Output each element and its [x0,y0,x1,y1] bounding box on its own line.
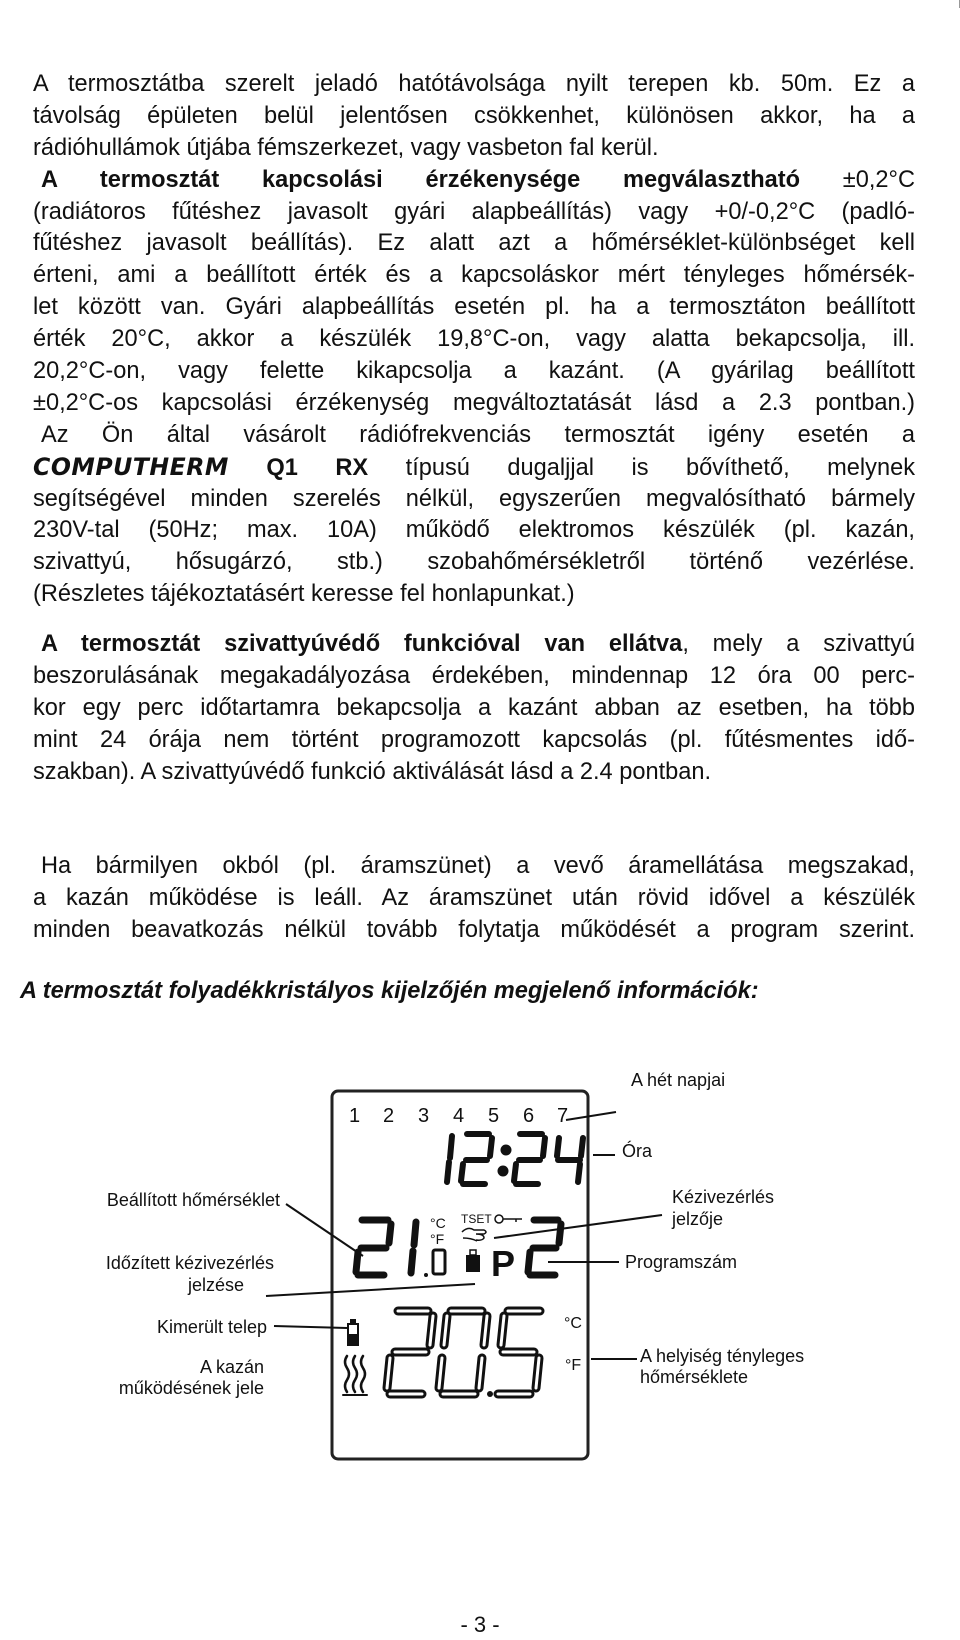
label-set-temp: Beállított hőmérséklet [106,1190,280,1210]
page-number: - 3 - [460,1612,500,1637]
day-2: 2 [383,1105,395,1127]
day-6: 6 [523,1105,535,1127]
room-unit-c: °C [564,1315,582,1332]
label-battery: Kimerült telep [156,1317,267,1337]
label-manual-2: jelzője [672,1209,724,1229]
text-line: kor egy perc időtartamra bekapcsolja a kazánt abban az esetben, ha több [33,694,915,721]
section-heading: A termosztát folyadékkristályos kijelzőjén megjelenő információk: [20,978,759,1004]
brand-name: COMPUTHERM [33,452,229,481]
day-4: 4 [453,1105,465,1127]
text-line: rádióhullámok útjába fémszerkezet, vagy vasbeton fal kerül. [33,134,659,161]
day-3: 3 [418,1105,430,1127]
text-line: szivattyú, hősugárzó, stb.) szobahőmérsékletről történő vezérlése. [33,549,915,576]
hand-icon [462,1228,486,1241]
battery-icon [348,1320,358,1345]
text-line [33,452,915,484]
label-manual-1: Kézivezérlés [672,1187,775,1207]
bold-phrase: A termosztát kapcsolási érzékenysége megválasztható [41,166,801,193]
label-clock: Óra [622,1141,653,1161]
text-fragment: ±0,2°C [800,166,916,193]
day-7: 7 [557,1105,569,1127]
day-1: 1 [349,1105,361,1127]
text-line: mint 24 órája nem történt programozott kapcsolás (pl. fűtésmentes idő- [33,726,915,753]
room-temperature-display [387,1311,540,1397]
text-line: 230V-tal (50Hz; max. 10A) működő elektromos készülék (pl. kazán, [33,517,915,544]
room-temperature-inner [387,1311,540,1394]
text-line: segítségével minden szerelés nélkül, egyszerűen megvalósítható bármely [33,485,915,512]
model-name: Q1 RX [266,454,369,481]
text-fragment: , mely a szivattyú [682,631,915,657]
paragraph-power-outage [33,851,915,947]
text-line: távolság épületen belül jelentősen csökkenhet, különösen akkor, ha a [33,102,915,129]
label-boiler-2: működésének jele [118,1378,264,1398]
label-days: A hét napjai [631,1070,726,1090]
text-fragment: típusú dugaljjal is bővíthető, melynek [405,454,915,481]
day-5: 5 [488,1105,500,1127]
text-line: let között van. Gyári alapbeállítás esetén pl. ha a termosztáton beállított [33,294,915,321]
room-unit-f: °F [565,1357,582,1374]
label-room-2: hőmérséklete [640,1367,749,1387]
label-room-1: A helyiség tényleges [640,1346,805,1366]
text-line: a kazán működése is leáll. Az áramszünet után rövid idővel a készülék [33,884,915,911]
bold-phrase: A termosztát szivattyúvédő funkcióval van ellátva [41,631,683,657]
text-line: (radiátoros fűtéshez javasolt gyári alapbeállítás) vagy +0/-0,2°C (padló- [33,198,915,225]
label-timed-1: Időzített kézivezérlés [105,1253,274,1273]
program-p: P [491,1243,516,1284]
program-number-display [528,1220,561,1275]
label-boiler-1: A kazán [199,1357,264,1377]
set-unit-f: °F [430,1231,445,1247]
key-icon [495,1215,522,1223]
label-program: Programszám [625,1252,738,1272]
lcd-diagram [0,1060,960,1480]
set-unit-c: °C [430,1215,446,1231]
text-line: 20,2°C-on, vagy felette kikapcsolja a kazánt. (A gyárilag beállított [33,358,915,385]
text-line: Az Ön által vásárolt rádiófrekvenciás termosztát igény esetén a [41,421,915,448]
text-line: érték 20°C, akkor a készülék 19,8°C-on, vagy alatta bekapcsolja, ill. [33,326,915,353]
text-line: minden beavatkozás nélkül tovább folytatja működését a program szerint. [33,916,915,943]
text-line: ±0,2°C-os kapcsolási érzékenység megváltoztatását lásd a 2.3 pontban.) [33,389,915,416]
paragraph-pump-protection [33,629,915,788]
paragraph-range-sensitivity [33,69,915,611]
text-line: Ha bármilyen okból (pl. áramszünet) a vevő áramellátása megszakad, [41,853,915,879]
tset-label: TSET [461,1212,492,1226]
text-line: beszorulásának megakadályozása érdekében, mindennap 12 óra 00 perc- [33,662,915,689]
text-line: érteni, ami a beállított érték és a kapcsoláskor mért tényleges hőmérsék- [33,262,915,289]
label-timed-2: jelzése [187,1275,244,1295]
leader-lines [266,1112,662,1359]
text-line [33,629,915,661]
boiler-flame-icon [343,1356,367,1395]
text-line [33,165,915,197]
day-numbers [349,1105,568,1127]
timer-manual-icon [466,1250,480,1272]
text-line: szakban). A szivattyúvédő funkció aktiválását lásd a 2.4 pontban. [33,758,712,785]
text-line: A termosztátba szerelt jeladó hatótávolsága nyilt terepen kb. 50m. Ez a [33,71,915,97]
text-line: fűtéshez javasolt beállítás). Ez alatt azt a hőmérséklet-különbséget kell [33,230,915,257]
clock-display [447,1134,583,1184]
text-line: (Részletes tájékoztatásért keresse fel honlapunkat.) [33,581,575,608]
